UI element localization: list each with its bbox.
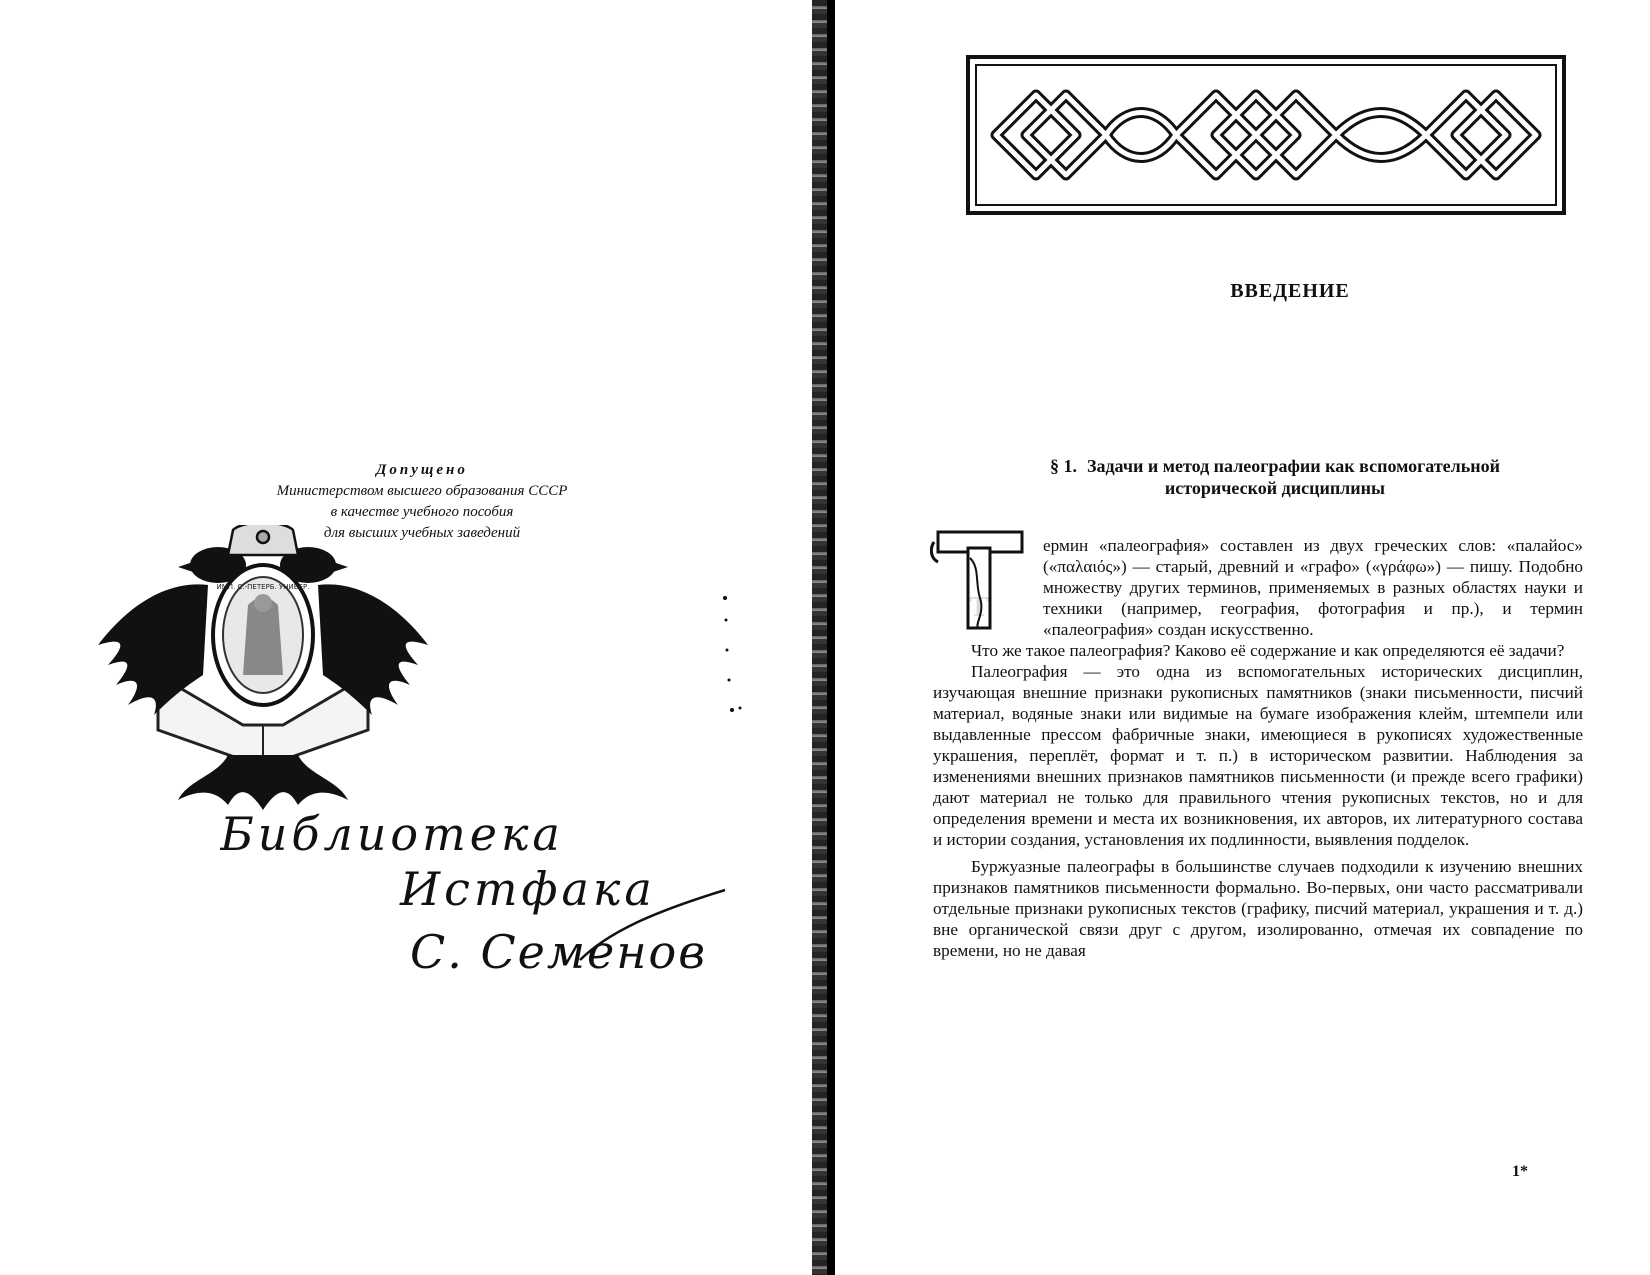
section-title-line: исторической дисциплины bbox=[1164, 478, 1386, 498]
stray-marks bbox=[720, 590, 750, 720]
section-title bbox=[985, 455, 1565, 499]
dropcap-char: Т bbox=[969, 593, 989, 623]
paragraph: Что же такое палеография? Каково её содержание и как определяются её задачи? bbox=[971, 641, 1565, 660]
approval-line: Допущено bbox=[376, 462, 468, 478]
emblem-ribbon-text: ИМП. С.-ПЕТЕРБ. УНИВЕР. bbox=[216, 583, 310, 591]
inscription-line: Библиотека bbox=[220, 810, 564, 861]
page-number: 1* bbox=[1512, 1163, 1528, 1180]
approval-line: Министерством высшего образования СССР bbox=[276, 483, 568, 499]
signature: С. Семенов bbox=[410, 925, 707, 979]
left-page bbox=[0, 0, 820, 1275]
library-inscription bbox=[220, 810, 740, 980]
inscription-line: Истфака bbox=[400, 862, 656, 916]
binding-shadow bbox=[827, 0, 835, 1275]
section-number: § 1. bbox=[1049, 456, 1077, 476]
paragraph bbox=[933, 535, 1583, 640]
body-text bbox=[933, 535, 1583, 961]
paragraph: Буржуазные палеографы в большинстве случаев подходили к изучению внешних признаков памятников письменности формально. Во-первых, они часто рассматривали отдельные признаки рукописных текстов (графику, писчий материал, украшения и т. д.) вне органической связи друг с другом, изолированно, отмечая их совпадение по времени, но не давая bbox=[933, 857, 1583, 960]
section-title-line: Задачи и метод палеографии как вспомогательной bbox=[1086, 456, 1501, 476]
approval-line: в качестве учебного пособия bbox=[330, 504, 514, 520]
double-headed-eagle-emblem-icon bbox=[68, 525, 458, 815]
chapter-heading: ВВЕДЕНИЕ bbox=[1230, 280, 1350, 302]
approval-line: для высших учебных заведений bbox=[323, 525, 521, 541]
paragraph-text: ермин «палеография» составлен из двух греческих слов: «палайос» («παλαιός») — старый, древний и «графо» («γράφω») — пишу. Подобно множеству других терминов, применяемых в разных областях науки и техники (например, география, фотография и пр.), и термин «палеография» создан искусственно. bbox=[1043, 536, 1583, 639]
interlace-knot-ornament-icon bbox=[966, 55, 1566, 215]
paragraph: Палеография — это одна из вспомогательных исторических дисциплин, изучающая внешние признаки рукописных памятников (знаки письменности, писчий материал, водяные знаки или видимые на бумаге изображения клейм, штемпели или выдавленные прессом фабричные знаки, имеющиеся в рукописях художественные украшения, переплёт, формат и т. п.) в историческом развитии. Наблюдения за изменениями внешних признаков памятников письменности (и прежде всего графики) дают материал не только для правильного чтения рукописных текстов, но и для определения времени и места их возникновения, их авторов, их литературного состава и истории создания, установления их подлинности, выявления подделок. bbox=[933, 662, 1583, 849]
